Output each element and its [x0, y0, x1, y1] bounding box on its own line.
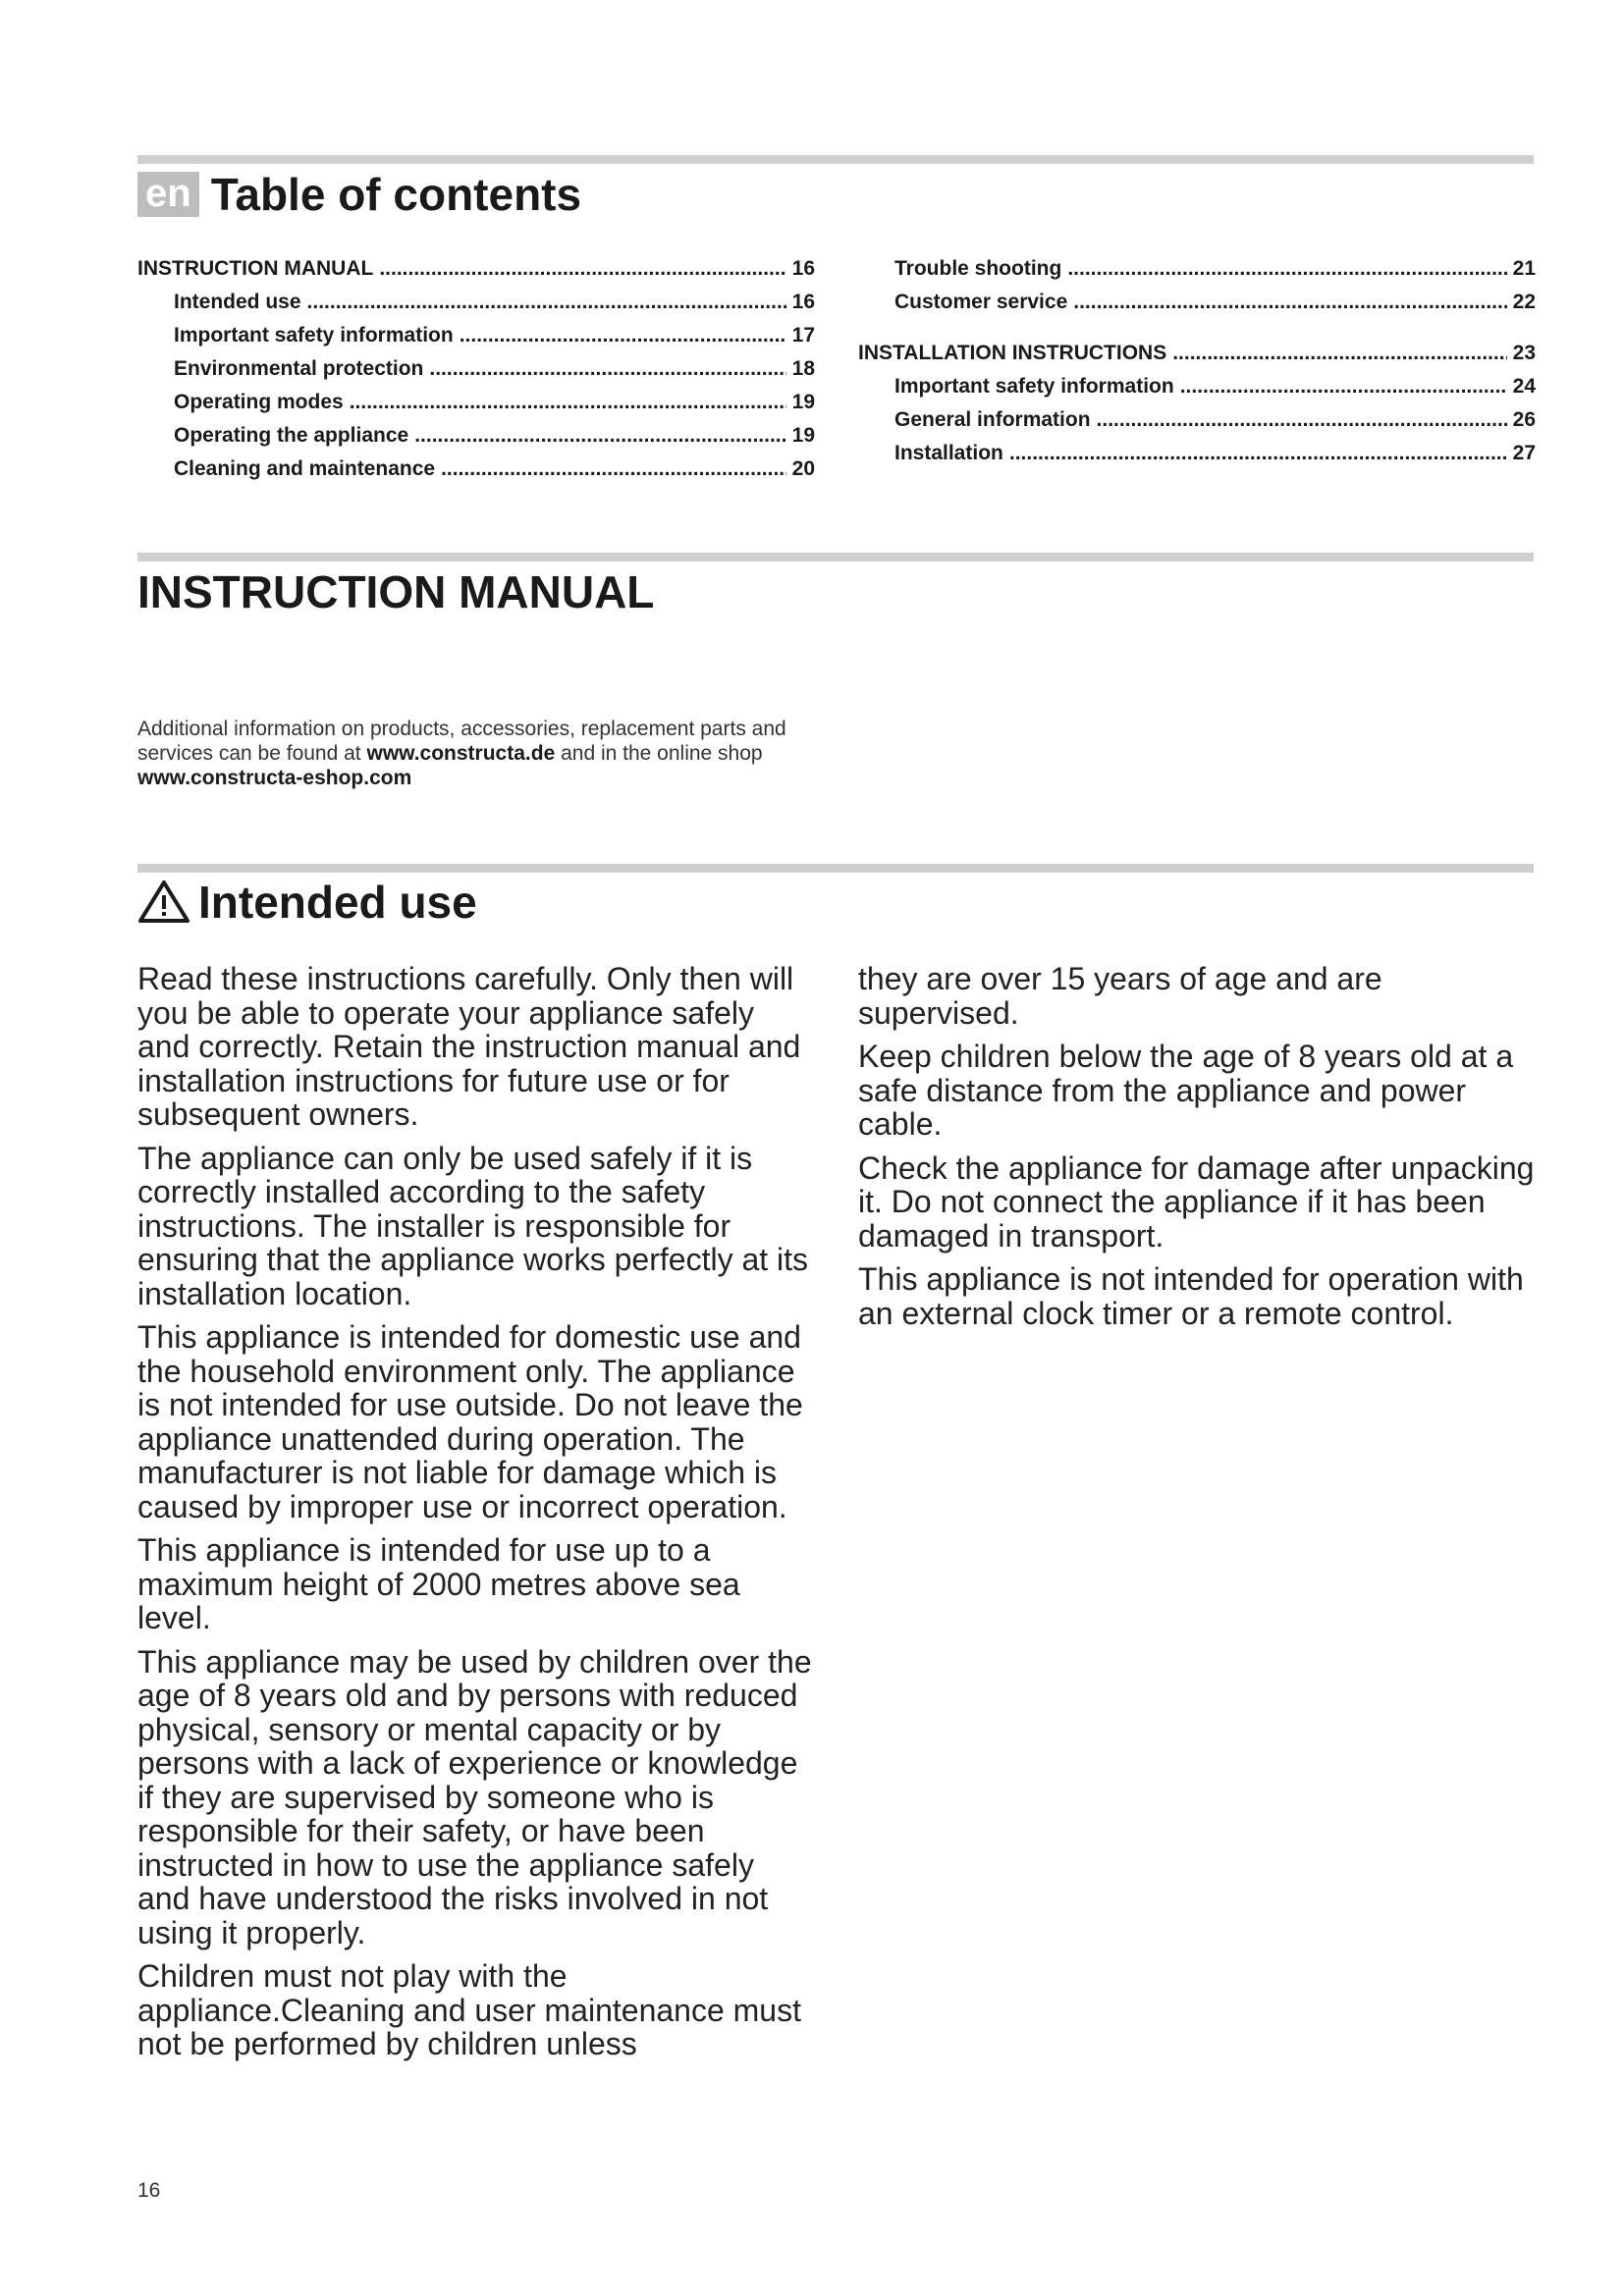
page-number: 16: [137, 2179, 161, 2202]
body-paragraph: Children must not play with the appliance.Cleaning and user maintenance must not be performed by children unless: [137, 1958, 801, 2061]
toc-entry-trouble-shooting[interactable]: Trouble shooting ..... 21: [858, 257, 1536, 291]
body-paragraph: This appliance may be used by children over the age of 8 years old and by persons with reduced physical, sensory or mental capacity or by persons with a lack of experience or knowledge if they are supervised by someone who is responsible for their safety, or have been instructed in how to use the appliance safely and have understood the risks involved in not using it properly.: [137, 1643, 812, 1950]
language-badge: en: [137, 172, 199, 217]
warning-triangle-icon: [137, 879, 190, 931]
toc-entry-instruction-manual[interactable]: INSTRUCTION MANUAL ..... 16: [137, 257, 815, 291]
intended-use-rule: [137, 864, 1534, 873]
constructa-website-link[interactable]: www.constructa.de: [366, 742, 556, 765]
body-paragraph: This appliance is intended for domestic use and the household environment only. The appliance is not intended for use outside. Do not leave the appliance unattended during operation. The manufacturer is not liable for damage which is caused by improper use or incorrect operation.: [137, 1319, 803, 1524]
body-paragraph: This appliance is intended for use up to a maximum height of 2000 metres above sea level.: [137, 1532, 740, 1635]
body-paragraph: Keep children below the age of 8 years old at a safe distance from the appliance and power cable.: [858, 1039, 1514, 1142]
toc-entry-general-information[interactable]: General information ..... 26: [858, 408, 1536, 442]
manual-rule: [137, 553, 1534, 561]
toc-entry-installation-safety-information[interactable]: Important safety information ..... 24: [858, 375, 1536, 408]
manual-intro: Additional information on products, accessories, replacement parts and services can be found at www.constructa.de and in the online shop www.constructa-eshop.com: [137, 718, 786, 789]
body-paragraph: Check the appliance for damage after unpacking it. Do not connect the appliance if it has been damaged in transport.: [858, 1149, 1535, 1254]
toc-entry-environmental-protection[interactable]: Environmental protection ..... 18: [137, 357, 815, 391]
toc-entry-operating-the-appliance[interactable]: Operating the appliance ..... 19: [137, 424, 815, 457]
toc-entry-important-safety-information[interactable]: Important safety information ..... 17: [137, 324, 815, 357]
toc-title: Table of contents: [210, 169, 582, 220]
toc-entry-operating-modes[interactable]: Operating modes ..... 19: [137, 391, 815, 424]
toc-right-column: [858, 257, 1536, 475]
toc-entry-cleaning-and-maintenance[interactable]: Cleaning and maintenance ..... 20: [137, 457, 815, 491]
top-rule: [137, 155, 1534, 164]
body-paragraph: This appliance is not intended for operation with an external clock timer or a remote control.: [858, 1261, 1524, 1331]
body-paragraph: The appliance can only be used safely if it is correctly installed according to the safety instructions. The installer is responsible for ensuring that the appliance works perfectly at its installation location.: [137, 1140, 809, 1311]
intended-use-title: Intended use: [198, 877, 477, 928]
intended-use-right-column: [858, 962, 1536, 1340]
toc-entry-installation-instructions[interactable]: INSTALLATION INSTRUCTIONS ..... 23: [858, 342, 1536, 375]
intended-use-heading: [137, 879, 477, 931]
toc-entry-intended-use[interactable]: Intended use ..... 16: [137, 291, 815, 324]
intended-use-left-column: [137, 962, 815, 2071]
body-paragraph: Read these instructions carefully. Only then will you be able to operate your appliance safely and correctly. Retain the instruction manual and installation instructions for future use or for subsequent owners.: [137, 961, 801, 1132]
manual-title: INSTRUCTION MANUAL: [137, 566, 655, 617]
toc-entry-installation[interactable]: Installation ..... 27: [858, 442, 1536, 475]
toc-left-column: [137, 257, 815, 491]
toc-entry-customer-service[interactable]: Customer service ..... 22: [858, 291, 1536, 324]
body-paragraph: they are over 15 years of age and are supervised.: [858, 961, 1382, 1031]
constructa-eshop-link[interactable]: www.constructa-eshop.com: [137, 767, 412, 789]
toc-heading: [137, 169, 582, 220]
